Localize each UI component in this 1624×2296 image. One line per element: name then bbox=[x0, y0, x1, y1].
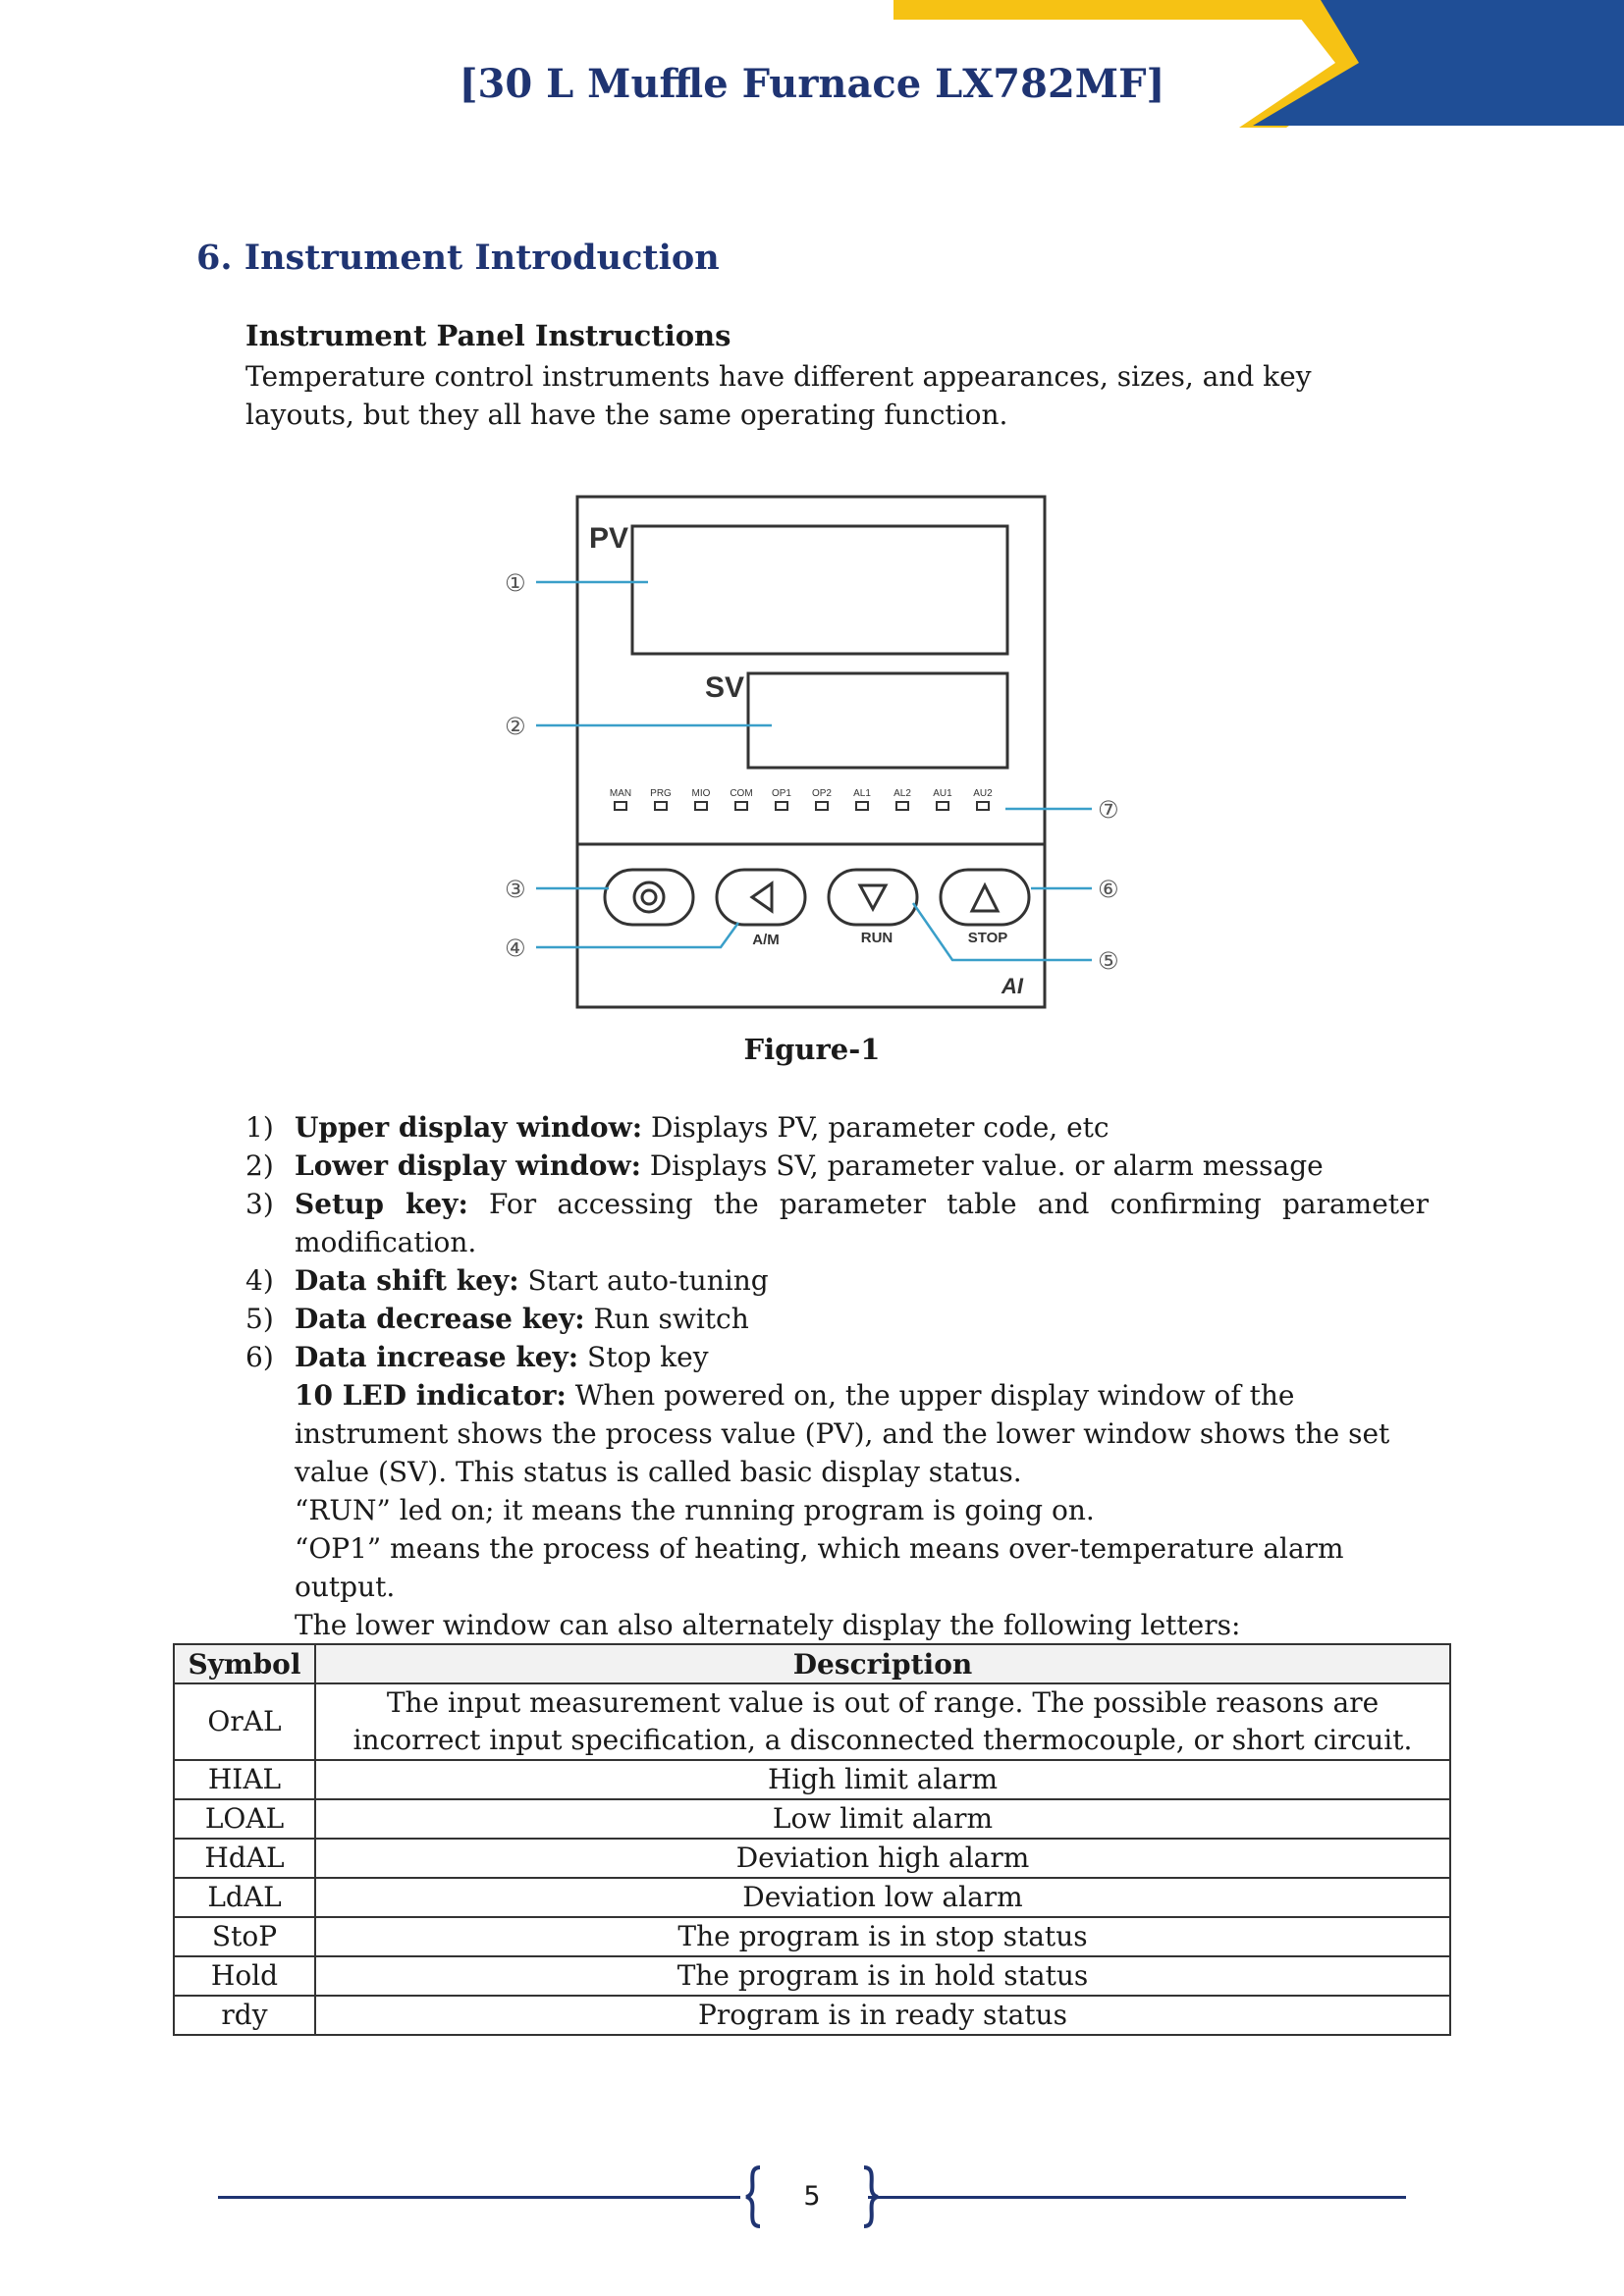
table-row: StoP The program is in stop status bbox=[174, 1917, 1450, 1956]
list-item: 5) Data decrease key: Run switch bbox=[245, 1303, 749, 1335]
callout-7: ⑦ bbox=[1098, 796, 1119, 824]
list-item: 2) Lower display window: Displays SV, parameter value. or alarm message bbox=[245, 1149, 1324, 1182]
led-label-au1: AU1 bbox=[933, 788, 952, 799]
intro-paragraph: Temperature control instruments have different appearances, sizes, and key layouts, but they all have the same operating function. bbox=[245, 360, 1312, 431]
footer-rule-left bbox=[218, 2196, 740, 2199]
callout-6: ⑥ bbox=[1098, 876, 1119, 903]
led-label-prg: PRG bbox=[650, 788, 672, 799]
led-label-al2: AL2 bbox=[893, 788, 911, 799]
table-row: LdAL Deviation low alarm bbox=[174, 1878, 1450, 1917]
am-key-label: A/M bbox=[752, 932, 780, 948]
symbol-table bbox=[173, 1643, 1451, 2036]
page-number: 5 bbox=[803, 2181, 821, 2212]
table-row: Hold The program is in hold status bbox=[174, 1956, 1450, 1996]
description-header: Description bbox=[315, 1644, 1450, 1683]
sub-heading: Instrument Panel Instructions bbox=[245, 319, 731, 352]
letters-note: The lower window can also alternately display the following letters: bbox=[295, 1609, 1241, 1641]
figure-caption: Figure-1 bbox=[743, 1033, 881, 1066]
op1-note: “OP1” means the process of heating, which means over-temperature alarm output. bbox=[295, 1532, 1344, 1603]
list-item: 6) Data increase key: Stop key bbox=[245, 1341, 709, 1373]
instrument-panel-figure bbox=[475, 477, 1163, 1017]
brand-logo: AI bbox=[1001, 974, 1023, 998]
table-row: LOAL Low limit alarm bbox=[174, 1799, 1450, 1839]
section-title: 6. Instrument Introduction bbox=[196, 238, 720, 278]
callout-5: ⑤ bbox=[1098, 947, 1119, 975]
document-title: [30 L Muffle Furnace LX782MF] bbox=[459, 61, 1165, 107]
table-row: HIAL High limit alarm bbox=[174, 1760, 1450, 1799]
sv-label: SV bbox=[705, 671, 745, 704]
list-item: 1) Upper display window: Displays PV, parameter code, etc bbox=[245, 1111, 1110, 1144]
led-label-com: COM bbox=[730, 788, 753, 799]
key-description-list bbox=[245, 1108, 1429, 1644]
table-header-row bbox=[174, 1644, 1450, 1683]
table-row: HdAL Deviation high alarm bbox=[174, 1839, 1450, 1878]
pv-label: PV bbox=[589, 522, 629, 555]
table-row: OrAL The input measurement value is out of range. The possible reasons are incorrect input specification, a disconnected thermocouple, or short circuit. bbox=[174, 1683, 1450, 1760]
led-indicator-paragraph: 10 LED indicator: When powered on, the upper display window of the instrument shows the process value (PV), and the lower window shows the set value (SV). This status is called basic display status. bbox=[295, 1379, 1390, 1488]
stop-key-label: STOP bbox=[967, 930, 1008, 946]
footer-rule-right bbox=[868, 2196, 1406, 2199]
led-label-mio: MIO bbox=[691, 788, 711, 799]
list-item: 3) Setup key: For accessing the parameter table and confirming parameter modification. bbox=[245, 1188, 1429, 1258]
callout-2: ② bbox=[505, 713, 526, 740]
symbol-header: Symbol bbox=[174, 1644, 315, 1683]
callout-4: ④ bbox=[505, 934, 526, 962]
led-label-man: MAN bbox=[609, 788, 632, 799]
callout-3: ③ bbox=[505, 876, 526, 903]
run-key-label: RUN bbox=[860, 930, 893, 946]
list-item: 4) Data shift key: Start auto-tuning bbox=[245, 1264, 769, 1297]
led-label-au2: AU2 bbox=[973, 788, 993, 799]
led-label-op2: OP2 bbox=[811, 788, 833, 799]
led-label-al1: AL1 bbox=[853, 788, 871, 799]
callout-1: ① bbox=[505, 569, 526, 597]
led-label-op1: OP1 bbox=[771, 788, 792, 799]
run-note: “RUN” led on; it means the running program is going on. bbox=[295, 1494, 1095, 1526]
table-row: rdy Program is in ready status bbox=[174, 1996, 1450, 2035]
